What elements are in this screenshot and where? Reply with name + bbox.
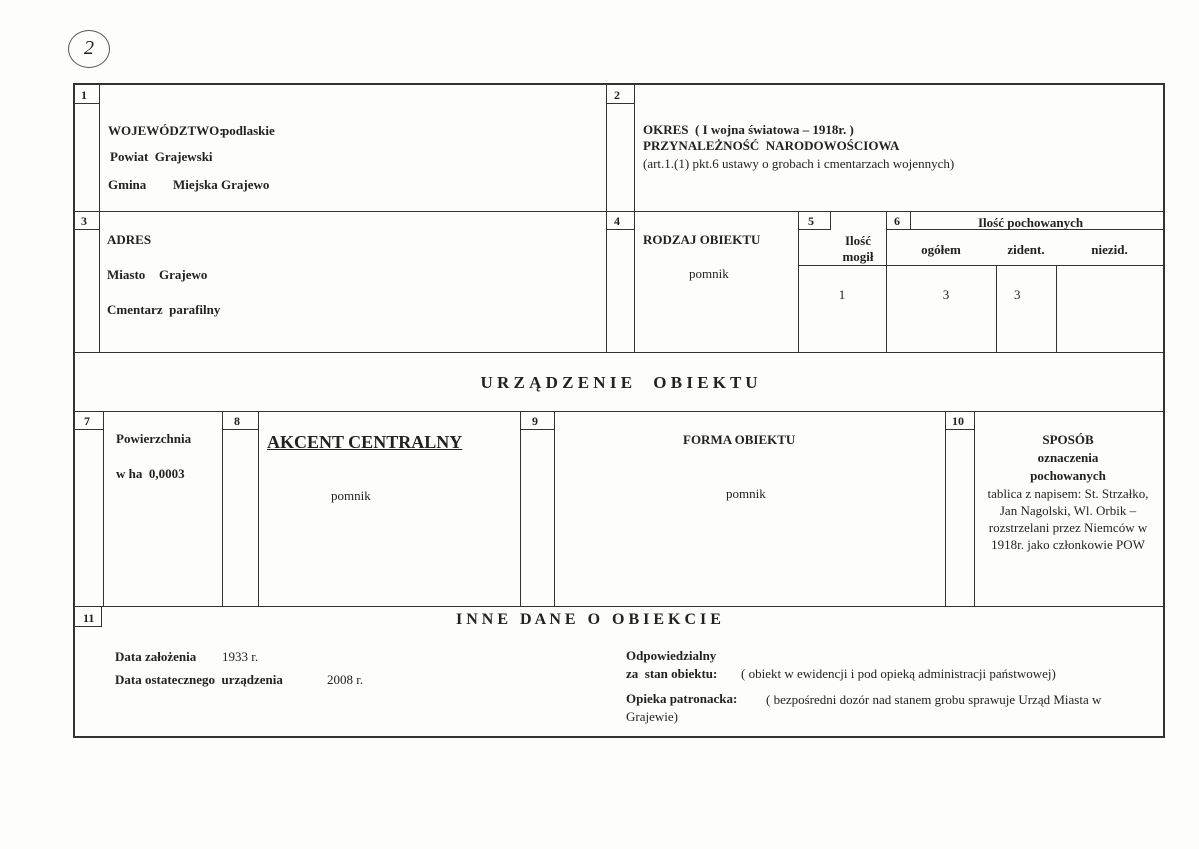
cell-number-5: 5 xyxy=(808,214,814,228)
page-number-text: 2 xyxy=(84,37,94,59)
cell-number-7: 7 xyxy=(84,414,90,428)
powiat-text: Powiat Grajewski xyxy=(110,149,213,164)
data-zalozenia-value: 1933 r. xyxy=(222,649,259,664)
ilosc-mogil-value: 1 xyxy=(838,287,846,302)
cell-number-2: 2 xyxy=(614,88,620,102)
okres-text: OKRES ( I wojna światowa – 1918r. ) xyxy=(643,122,854,137)
ilosc-pochowanych-label: Ilość pochowanych xyxy=(978,215,1084,230)
urzadzenie-obiektu-title: U R Z Ą D Z E N I E O B I E K T U xyxy=(480,373,758,392)
wojewodztwo-value: podlaskie xyxy=(222,123,275,138)
pochowanych-label: pochowanych xyxy=(1030,468,1106,483)
cell-number-9: 9 xyxy=(532,414,538,428)
data-urzadzenia-value: 2008 r. xyxy=(327,672,364,687)
wojewodztwo-label: WOJEWÓDZTWO: xyxy=(108,123,224,138)
akcent-centralny-value: pomnik xyxy=(331,488,371,503)
cell-number-1: 1 xyxy=(81,88,87,102)
sposob-label: SPOSÓB xyxy=(1042,432,1094,447)
rodzaj-obiektu-value: pomnik xyxy=(689,266,729,281)
odpowiedzialny-label: Odpowiedzialny xyxy=(626,648,717,663)
przynaleznosc-text: PRZYNALEŻNOŚĆ NARODOWOŚCIOWA xyxy=(643,138,900,153)
zident-header: zident. xyxy=(1007,242,1045,257)
niezid-header: niezid. xyxy=(1091,242,1128,257)
cell-number-3: 3 xyxy=(81,214,87,228)
forma-obiektu-value: pomnik xyxy=(726,486,766,501)
opieka-patronacka-label: Opieka patronacka: xyxy=(626,691,738,706)
za-stan-obiektu-value: ( obiekt w ewidencji i pod opieką administracji państwowej) xyxy=(741,666,1056,681)
powierzchnia-value: w ha 0,0003 xyxy=(116,466,185,481)
powierzchnia-label: Powierzchnia xyxy=(116,431,192,446)
cmentarz-text: Cmentarz parafilny xyxy=(107,302,221,317)
sposob-oznaczenia-text: tablica z napisem: St. Strzałko, Jan Nagolski, Wl. Orbik – rozstrzelani przez Niemców w 1918r. jako członkowie POW xyxy=(987,486,1149,552)
cell-number-10: 10 xyxy=(952,414,964,428)
oznaczenia-label: oznaczenia xyxy=(1037,450,1099,465)
za-stan-obiektu-label: za stan obiektu: xyxy=(626,666,718,681)
cell-number-4: 4 xyxy=(614,214,620,228)
data-urzadzenia-label: Data ostatecznego urządzenia xyxy=(115,672,283,687)
opieka-patronacka-value xyxy=(626,691,1150,725)
zident-value: 3 xyxy=(1014,287,1021,302)
miasto-value: Grajewo xyxy=(159,267,208,282)
gmina-value: Miejska Grajewo xyxy=(173,177,270,192)
cell-number-8: 8 xyxy=(234,414,240,428)
miasto-label: Miasto xyxy=(107,267,146,282)
akcent-centralny-label: AKCENT CENTRALNY xyxy=(267,432,463,452)
cell-number-6: 6 xyxy=(894,214,900,228)
opieka-patronacka-text: ( bezpośredni dozór nad stanem grobu sprawuje Urząd Miasta w Grajewie) xyxy=(626,692,1102,724)
ilosc-mogil-label-1: Ilość xyxy=(845,233,871,248)
adres-label: ADRES xyxy=(107,232,152,247)
gmina-label: Gmina xyxy=(108,177,147,192)
cell-number-11: 11 xyxy=(83,611,95,625)
ilosc-mogil-label-2: mogił xyxy=(842,249,874,264)
data-zalozenia-label: Data założenia xyxy=(115,649,197,664)
forma-obiektu-label: FORMA OBIEKTU xyxy=(683,432,796,447)
ustawa-reference: (art.1.(1) pkt.6 ustawy o grobach i cmentarzach wojennych) xyxy=(643,156,955,171)
ogolem-header: ogółem xyxy=(921,242,961,257)
rodzaj-obiektu-label: RODZAJ OBIEKTU xyxy=(643,232,761,247)
ogolem-value: 3 xyxy=(942,287,950,302)
inne-dane-title: I N N E D A N E O O B I E K C I E xyxy=(456,611,721,628)
